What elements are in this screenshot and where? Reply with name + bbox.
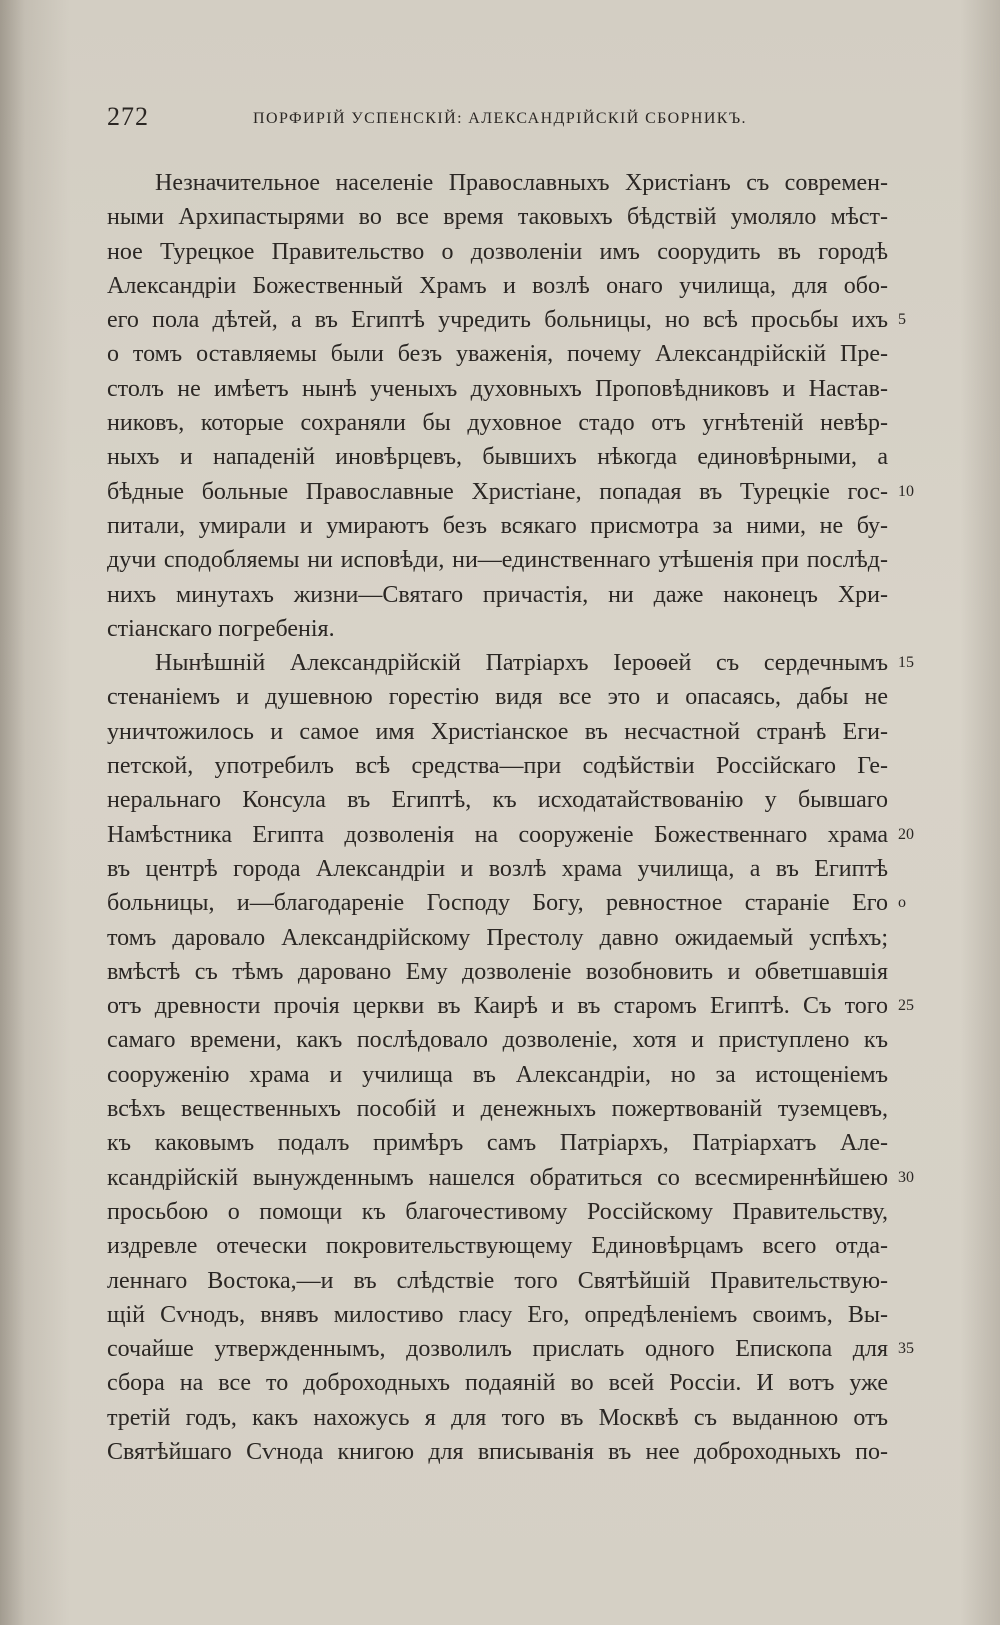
- margin-mark: o: [898, 894, 906, 912]
- text-line: [107, 200, 888, 234]
- line-text: ное Турецкое Правительство о дозволеніи имъ соорудить въ городѣ: [107, 238, 888, 265]
- line-text: Намѣстника Египта дозволенія на сооруженіе Божественнаго храма: [107, 821, 888, 848]
- line-text: третій годъ, какъ нахожусь я для того въ Москвѣ съ выданною отъ: [107, 1404, 888, 1431]
- text-line: [107, 989, 914, 1023]
- line-number: 10: [898, 482, 914, 500]
- line-text: столъ не имѣетъ нынѣ ученыхъ духовныхъ Проповѣдниковъ и Настав-: [107, 375, 888, 402]
- page-number: 272: [107, 102, 149, 131]
- text-line: [107, 955, 888, 989]
- line-text: неральнаго Консула въ Египтѣ, къ исходатайствованію у бывшаго: [107, 787, 888, 814]
- line-text: щій Сѵнодъ, внявъ милостиво гласу Его, опредѣленіемъ своимъ, Вы-: [107, 1301, 888, 1328]
- text-line: [107, 749, 888, 783]
- line-text: петской, употребилъ всѣ средства—при содѣйствіи Россійскаго Ге-: [107, 753, 888, 780]
- text-line: [107, 1264, 888, 1298]
- line-number: 35: [898, 1340, 914, 1358]
- line-text: просьбою о помощи къ благочестивому Россійскому Правительству,: [107, 1198, 888, 1225]
- running-title: ПОРФИРІЙ УСПЕНСКІЙ: АЛЕКСАНДРІЙСКІЙ СБОРНИКЪ.: [253, 110, 747, 127]
- text-line: [107, 1161, 914, 1195]
- text-line: [107, 783, 888, 817]
- text-line: [107, 1023, 888, 1057]
- line-text: бѣдные больные Православные Христіане, попадая въ Турецкіе гос-: [107, 478, 888, 505]
- line-number: 15: [898, 654, 914, 672]
- line-text: нихъ минутахъ жизни—Святаго причастія, ни даже наконецъ Хри-: [107, 581, 888, 608]
- text-line: [107, 1092, 888, 1126]
- line-text: сбора на все то доброходныхъ подаяній во всей Россіи. И вотъ уже: [107, 1370, 888, 1397]
- line-text: дучи сподобляемы ни исповѣди, ни—единственнаго утѣшенія при послѣд-: [107, 547, 888, 574]
- text-line: [107, 921, 888, 955]
- line-text: стенаніемъ и душевною горестію видя все это и опасаясь, дабы не: [107, 684, 888, 711]
- line-text: леннаго Востока,—и въ слѣдствіе того Святѣйшій Правительствую-: [107, 1267, 888, 1294]
- line-text: о томъ оставляемы были безъ уваженія, почему Александрійскій Пре-: [107, 341, 888, 368]
- line-text: стіанскаго погребенія.: [107, 615, 335, 642]
- text-line: [107, 372, 888, 406]
- line-number: 25: [898, 997, 914, 1015]
- text-line: [107, 886, 906, 920]
- text-line: [107, 646, 914, 680]
- text-line: [107, 1435, 888, 1469]
- line-number: 30: [898, 1168, 914, 1186]
- line-text: никовъ, которые сохраняли бы духовное стадо отъ угнѣтеній невѣр-: [107, 410, 888, 437]
- text-line: [107, 1126, 888, 1160]
- text-line: [107, 1298, 888, 1332]
- line-text: сочайше утвержденнымъ, дозволилъ прислать одного Епископа для: [107, 1336, 888, 1363]
- text-line: [107, 303, 906, 337]
- text-line: [107, 543, 888, 577]
- line-number: 5: [898, 311, 906, 329]
- text-line: [107, 1332, 914, 1366]
- line-text: издревле отечески покровительствующему Единовѣрцамъ всего отда-: [107, 1233, 888, 1260]
- text-line: [107, 578, 888, 612]
- text-line: [107, 337, 888, 371]
- line-text: Александріи Божественный Храмъ и возлѣ онаго училища, для обо-: [107, 272, 888, 299]
- line-text: ными Архипастырями во все время таковыхъ бѣдствій умоляло мѣст-: [107, 204, 888, 231]
- line-text: самаго времени, какъ послѣдовало дозволеніе, хотя и приступлено къ: [107, 1027, 888, 1054]
- line-text: сооруженію храма и училища въ Александріи, но за истощеніемъ: [107, 1061, 888, 1088]
- text-line: [107, 1058, 888, 1092]
- line-text: ныхъ и нападеній иновѣрцевъ, бывшихъ нѣкогда единовѣрными, а: [107, 444, 888, 471]
- text-line: [107, 1229, 888, 1263]
- text-line: [107, 440, 888, 474]
- text-line: [107, 166, 888, 200]
- line-text: его пола дѣтей, а въ Египтѣ учредить больницы, но всѣ просьбы ихъ: [107, 307, 888, 334]
- text-block: [107, 166, 914, 1469]
- text-line: [107, 475, 914, 509]
- line-text: уничтожилось и самое имя Христіанское въ несчастной странѣ Еги-: [107, 718, 888, 745]
- text-line: [107, 1401, 888, 1435]
- text-line: [107, 1195, 888, 1229]
- line-text: Святѣйшаго Сѵнода книгою для вписыванія въ нее доброходныхъ по-: [107, 1438, 888, 1465]
- text-line: [107, 269, 888, 303]
- text-line: [107, 235, 888, 269]
- text-line: [107, 715, 888, 749]
- text-line: [107, 509, 888, 543]
- line-text: въ центрѣ города Александріи и возлѣ храма училища, а въ Египтѣ: [107, 855, 888, 882]
- line-text: ксандрійскій вынужденнымъ нашелся обратиться со всесмиреннѣйшею: [107, 1164, 888, 1191]
- line-text: томъ даровало Александрійскому Престолу давно ожидаемый успѣхъ;: [107, 924, 888, 951]
- line-text: вмѣстѣ съ тѣмъ даровано Ему дозволеніе возобновить и обветшавшія: [107, 958, 888, 985]
- text-line: [107, 1366, 888, 1400]
- line-text: всѣхъ вещественныхъ пособій и денежныхъ пожертвованій туземцевъ,: [107, 1096, 888, 1123]
- text-line: [107, 680, 888, 714]
- line-text: Незначительное населеніе Православныхъ Христіанъ съ современ-: [155, 170, 888, 196]
- text-line: [107, 612, 888, 646]
- text-line: [107, 406, 888, 440]
- line-text: Нынѣшній Александрійскій Патріархъ Іероѳей съ сердечнымъ: [155, 650, 888, 677]
- text-line: [107, 818, 914, 852]
- line-text: отъ древности прочія церкви въ Каирѣ и въ старомъ Египтѣ. Съ того: [107, 993, 888, 1020]
- line-text: къ каковымъ подалъ примѣръ самъ Патріархъ, Патріархатъ Але-: [107, 1130, 888, 1157]
- text-line: [107, 852, 888, 886]
- line-number: 20: [898, 825, 914, 843]
- line-text: питали, умирали и умираютъ безъ всякаго присмотра за ними, не бу-: [107, 512, 888, 539]
- line-text: больницы, и—благодареніе Господу Богу, ревностное стараніе Его: [107, 890, 888, 917]
